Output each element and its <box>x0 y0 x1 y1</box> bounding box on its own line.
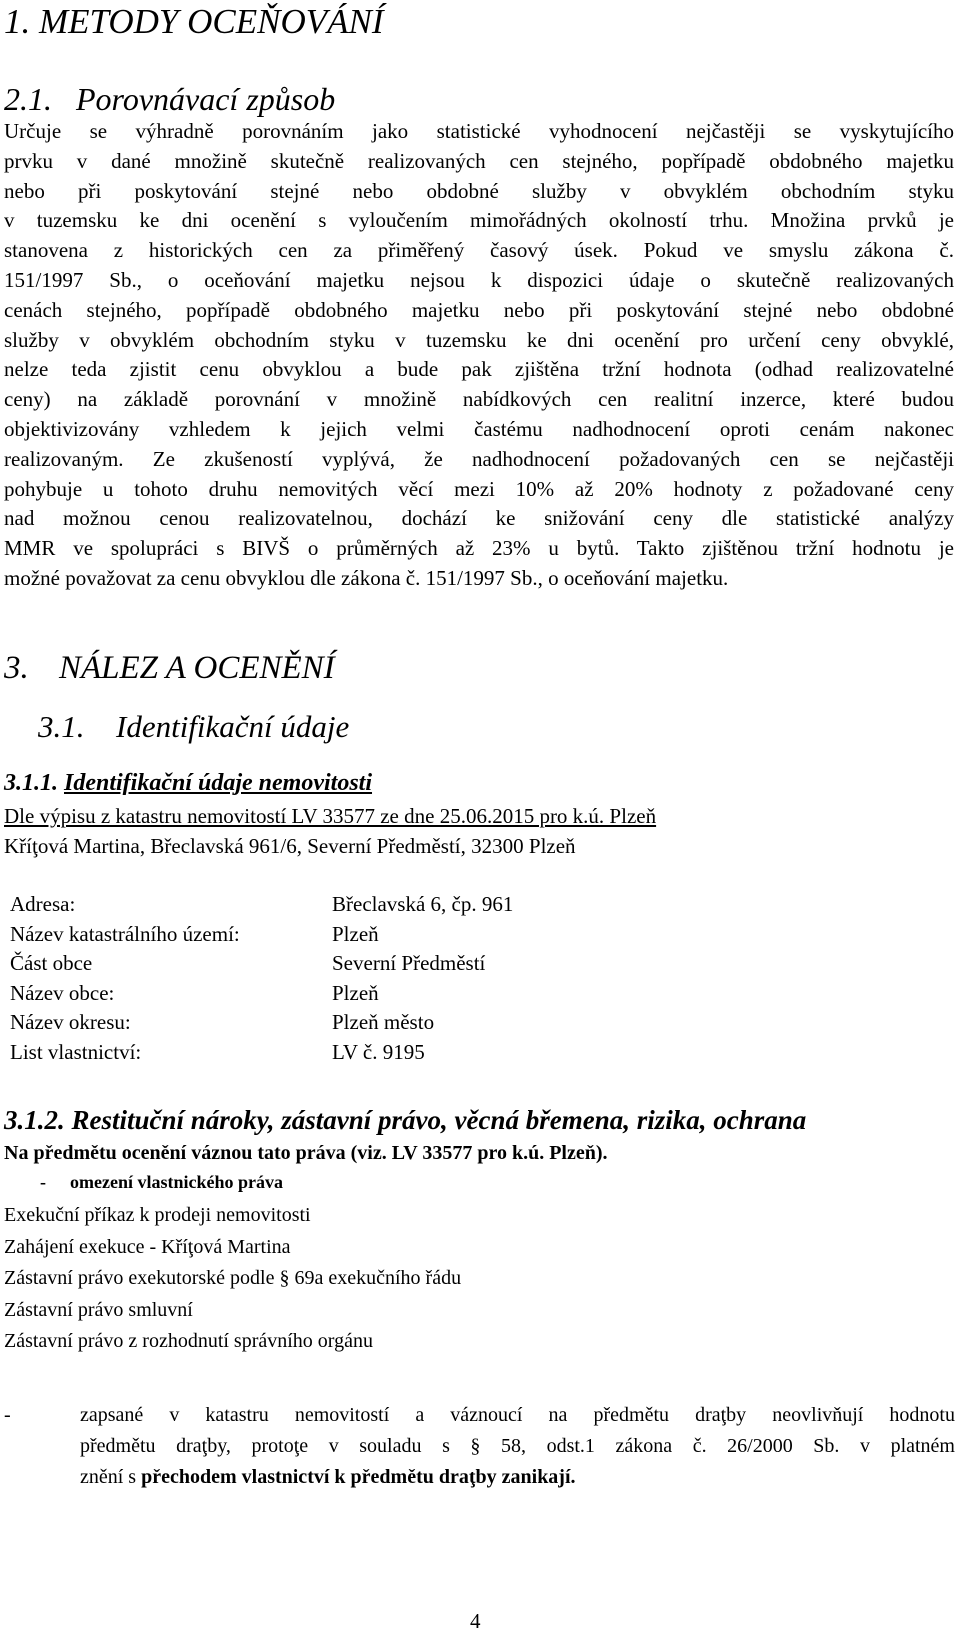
heading-title: Porovnávací způsob <box>76 81 336 117</box>
paragraph-line: pohybuje u tohoto druhu nemovitých věcí mezi 10% až 20% hodnoty z požadované ceny <box>4 476 954 501</box>
land-registry-extract-line: Dle výpisu z katastru nemovitostí LV 33577 ze dne 25.06.2015 pro k.ú. Plzeň <box>4 804 657 828</box>
heading-title: Identifikační údaje <box>116 709 350 744</box>
note-line: zapsané v katastru nemovitostí a váznoucí na předmětu draţby neovlivňují hodnotu <box>80 1404 955 1426</box>
paragraph-line: v tuzemsku ke dni ocenění s vyloučením mimořádných okolností trhu. Množina prvků je <box>4 208 954 233</box>
list-item: Zástavní právo exekutorské podle § 69a exekučního řádu <box>4 1267 462 1290</box>
list-item: Zástavní právo smluvní <box>4 1298 193 1321</box>
note-plain-text: znění s <box>80 1466 142 1488</box>
rights-list <box>4 1200 461 1358</box>
heading-metody-ocenovani: 1. METODY OCEŇOVÁNÍ <box>4 2 384 41</box>
heading-identifikacni-udaje-nemovitosti <box>4 768 372 798</box>
list-item: Zástavní právo z rozhodnutí správního orgánu <box>4 1330 373 1353</box>
paragraph-line: ceny) na základě porovnání v množině nabídkových cen realitní inzerce, které budou <box>4 387 954 412</box>
identification-value: Plzeň <box>332 980 379 1005</box>
paragraph-line: nelze teda zjistit cenu obvyklou a bude pak zjištěna tržní hodnota (odhad realizovatelné <box>4 357 954 382</box>
heading-number: 3.1. <box>38 709 85 744</box>
rights-subheading-text: omezení vlastnického práva <box>70 1172 283 1192</box>
heading-identifikacni-udaje <box>38 708 349 746</box>
paragraph-line: cenách stejného, popřípadě obdobného majetku nebo při poskytování stejné nebo obdobné <box>4 297 954 322</box>
auction-note-text <box>80 1400 955 1493</box>
rights-intro: Na předmětu ocenění váznou tato práva (viz. LV 33577 pro k.ú. Plzeň). <box>4 1142 608 1164</box>
identification-label: Adresa: <box>10 892 76 916</box>
identification-value: LV č. 9195 <box>332 1039 425 1064</box>
identification-label: Název obce: <box>10 980 115 1005</box>
identification-value: Plzeň <box>332 921 379 946</box>
list-item: Zahájení exekuce - Kříţová Martina <box>4 1235 291 1258</box>
note-line <box>80 1462 955 1493</box>
identification-label: List vlastnictví: <box>10 1039 142 1064</box>
list-item: Exekuční příkaz k prodeji nemovitosti <box>4 1204 311 1226</box>
heading-title: Identifikační údaje nemovitosti <box>64 770 373 796</box>
heading-title: NÁLEZ A OCENĚNÍ <box>59 650 335 686</box>
identification-label: Část obce <box>10 951 93 975</box>
heading-porovnavaci-zpusob <box>4 80 335 118</box>
note-line: předmětu draţby, protoţe v souladu s § 58, odst.1 zákona č. 26/2000 Sb. v platném <box>80 1435 955 1457</box>
dash-bullet: - <box>4 1404 11 1426</box>
paragraph-line: 151/1997 Sb., o oceňování majetku nejsou k dispozici údaje o skutečně realizovaných <box>4 267 954 292</box>
heading-number: 2.1. <box>4 81 52 117</box>
comparison-method-paragraph <box>4 117 954 594</box>
identification-value: Plzeň město <box>332 1010 435 1034</box>
paragraph-line: realizovaným. Ze zkušeností vyplývá, že nadhodnocení požadovaných cen se nejčastěji <box>4 446 954 471</box>
rights-subheading <box>40 1170 283 1194</box>
identification-label: Název okresu: <box>10 1010 131 1034</box>
identification-value: Břeclavská 6, čp. 961 <box>332 892 514 916</box>
dash-bullet: - <box>40 1172 46 1192</box>
heading-nalez-a-oceneni <box>4 648 335 688</box>
paragraph-line: MMR ve spolupráci s BIVŠ o průměrných až 23% u bytů. Takto zjištěnou tržní hodnotu je <box>4 536 954 561</box>
heading-number: 3.1.1. <box>4 770 58 796</box>
identification-label: Název katastrálního území: <box>10 921 240 946</box>
owner-line: Kříţová Martina, Břeclavská 961/6, Severní Předměstí, 32300 Plzeň <box>4 834 576 858</box>
identification-value: Severní Předměstí <box>332 951 486 975</box>
heading-restitucni-naroky: 3.1.2. Restituční nároky, zástavní právo, věcná břemena, rizika, ochrana <box>4 1105 807 1135</box>
paragraph-line: objektivizovány vzhledem k jejich velmi častému nadhodnocení oproti cenám nakonec <box>4 416 954 441</box>
paragraph-line: možné považovat za cenu obvyklou dle zákona č. 151/1997 Sb., o oceňování majetku. <box>4 565 729 590</box>
note-bold-text: přechodem vlastnictví k předmětu draţby zanikají. <box>141 1466 576 1488</box>
page-number: 4 <box>470 1609 481 1633</box>
paragraph-line: nebo při poskytování stejné nebo obdobné služby v obvyklém obchodním styku <box>4 178 954 203</box>
heading-number: 3. <box>4 650 29 686</box>
paragraph-line: služby v obvyklém obchodním styku v tuzemsku ke dni ocenění pro určení ceny obvyklé, <box>4 327 954 352</box>
paragraph-line: nad možnou cenou realizovatelnou, dochází ke snižování ceny dle statistické analýzy <box>4 506 954 531</box>
paragraph-line: Určuje se výhradně porovnáním jako statistické vyhodnocení nejčastěji se vyskytujícího <box>4 119 954 143</box>
paragraph-line: stanovena z historických cen za přiměřený časový úsek. Pokud ve smyslu zákona č. <box>4 238 954 263</box>
paragraph-line: prvku v dané množině skutečně realizovaných cen stejného, popřípadě obdobného majetku <box>4 148 954 173</box>
